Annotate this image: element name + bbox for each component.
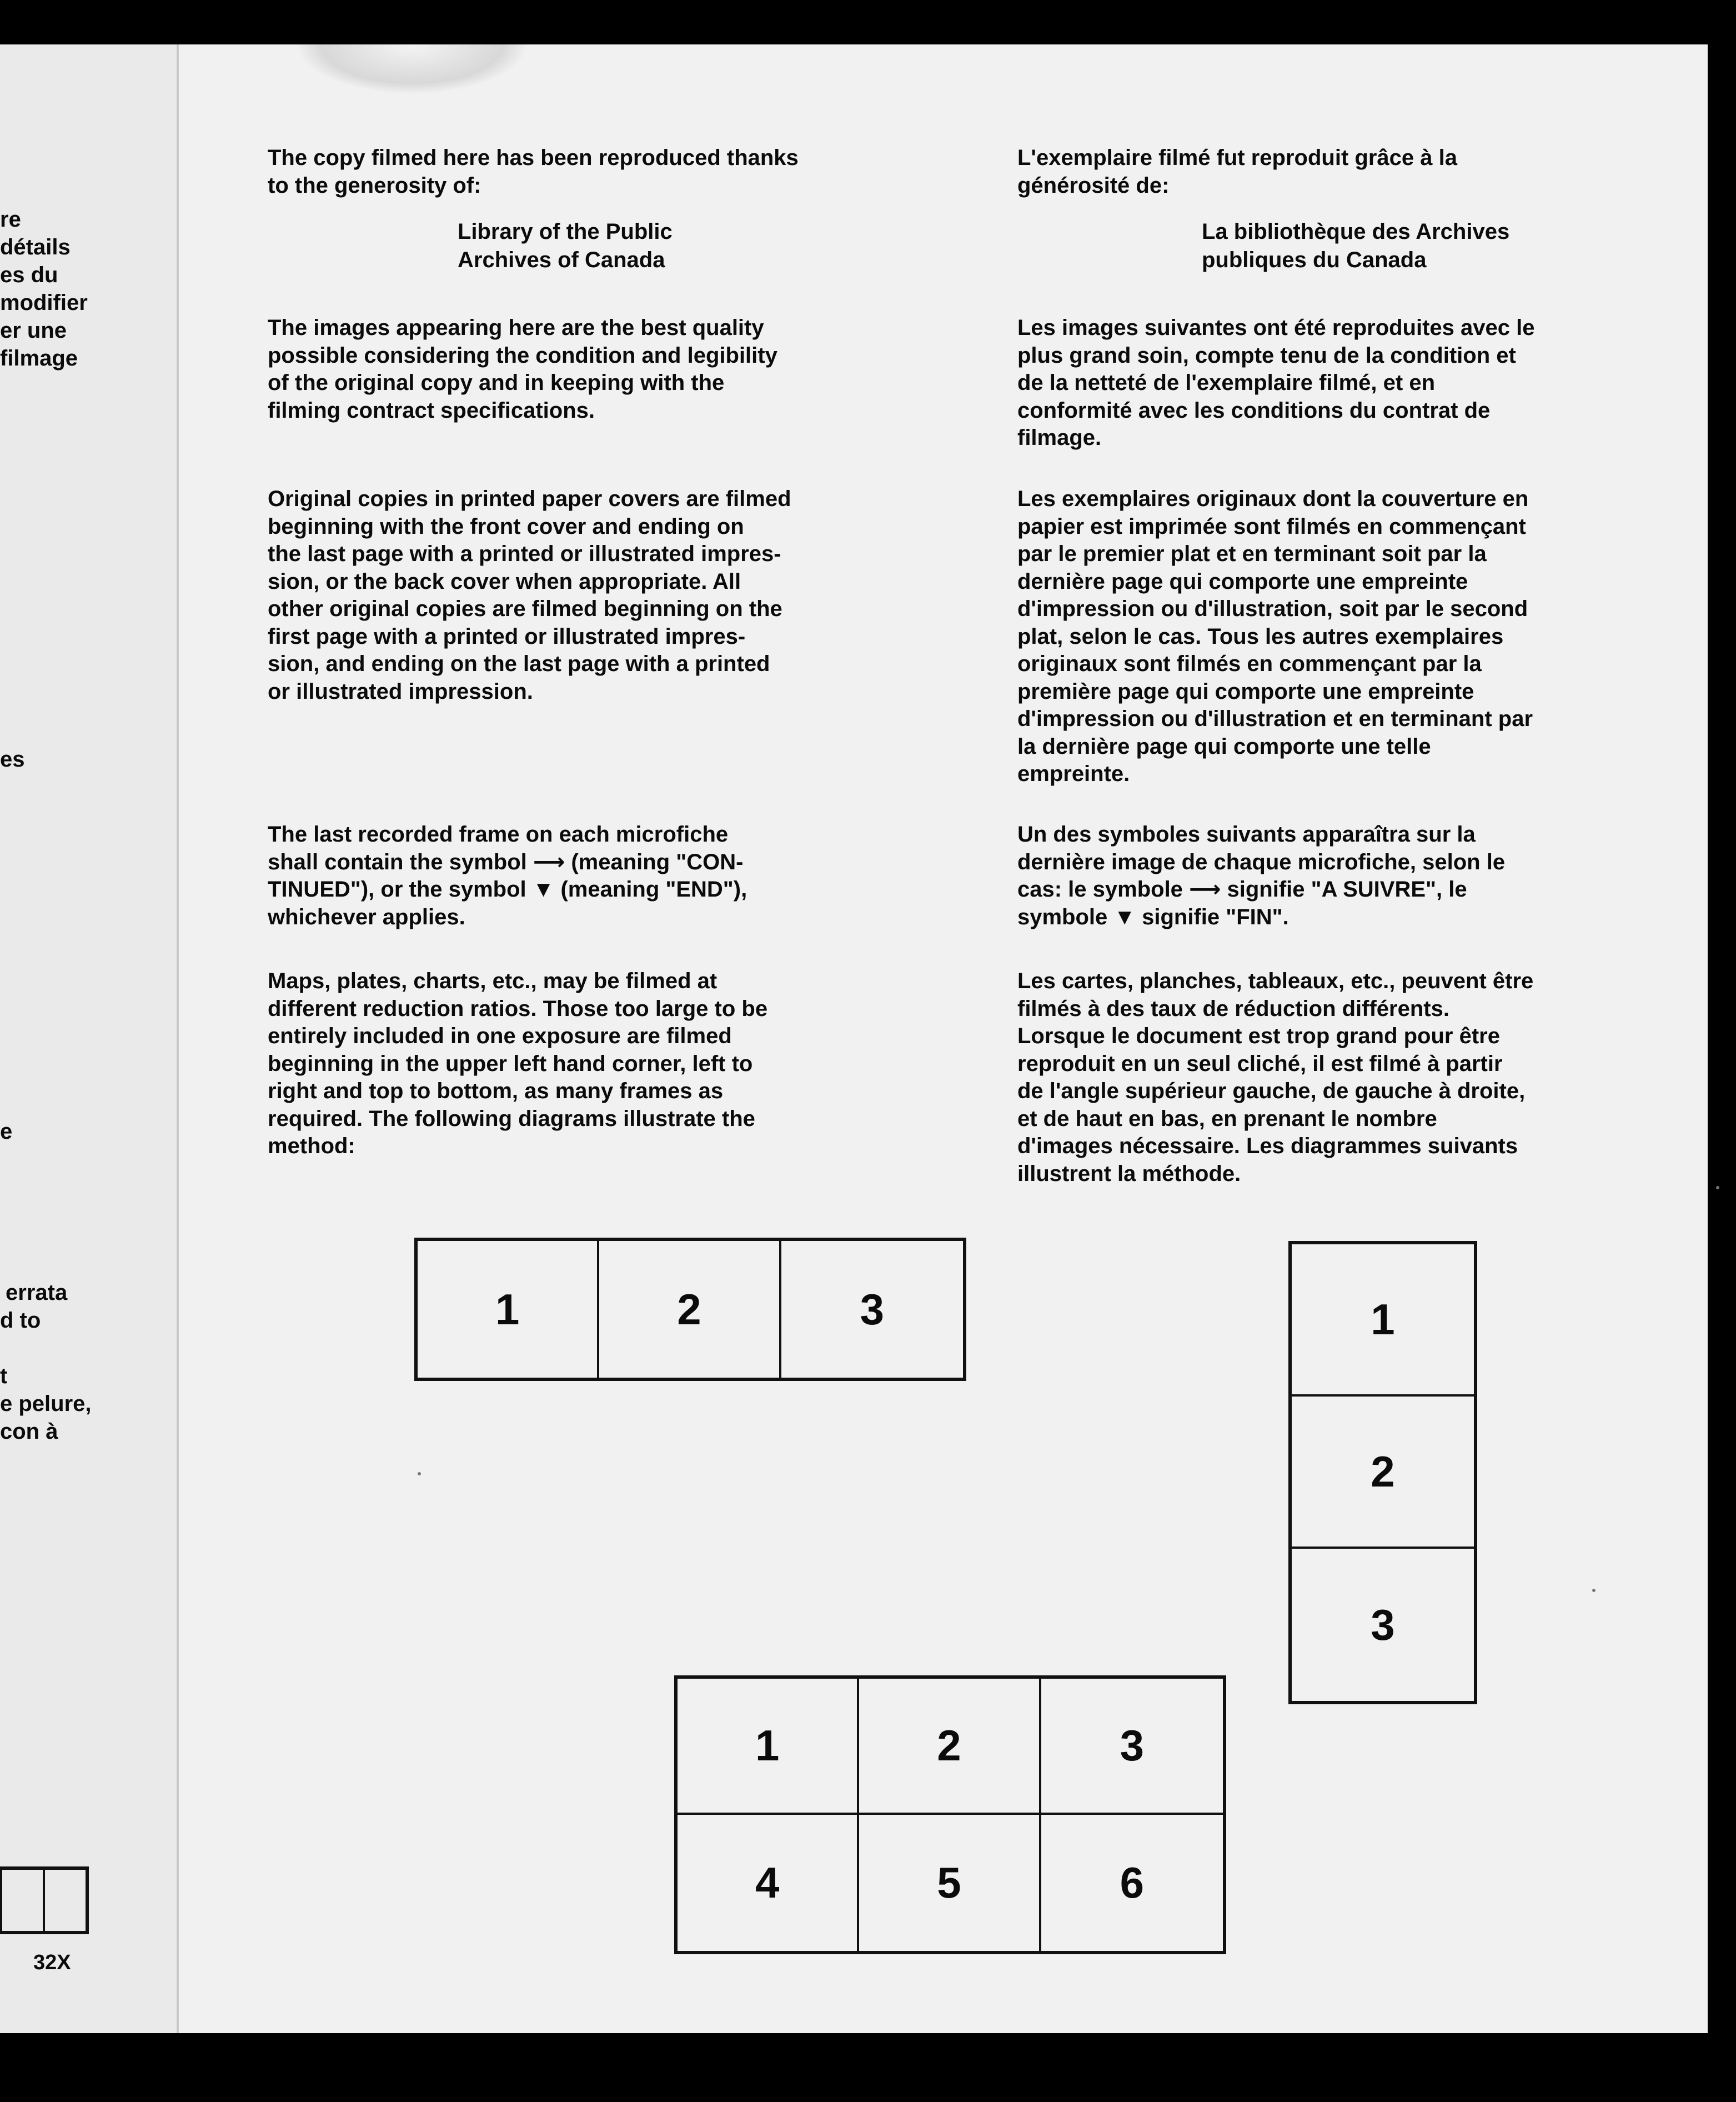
left-fragment-text: er une bbox=[0, 318, 67, 343]
english-maps-paragraph: Maps, plates, charts, etc., may be filmed at different reduction ratios. Those too large to be entirely included in one exposure are filmed beginning in the upper left hand corner, left to right and top to bottom, as many frames as required. The following diagrams illustrate the method: bbox=[268, 969, 768, 1158]
frame-cell: 1 bbox=[418, 1241, 599, 1378]
gauge-cell bbox=[0, 1870, 43, 1931]
resolution-gauge bbox=[0, 1866, 89, 1934]
frame-cell: 1 bbox=[1292, 1244, 1474, 1397]
gauge-cell bbox=[43, 1870, 86, 1931]
microfiche-sheet bbox=[0, 44, 1708, 2033]
frame-cell: 3 bbox=[1041, 1679, 1223, 1815]
frame-cell: 1 bbox=[678, 1679, 859, 1815]
frame-cell: 4 bbox=[678, 1815, 859, 1951]
left-fragment-text: t bbox=[0, 1364, 8, 1388]
french-frame-paragraph: Un des symboles suivants apparaîtra sur la dernière image de chaque microfiche, selon le cas: le symbole ⟶ signifie "A SUIVRE", le symbole ▼ signifie "FIN". bbox=[1017, 822, 1506, 929]
left-fragment-text: modifier bbox=[0, 291, 88, 315]
french-maps-paragraph: Les cartes, planches, tableaux, etc., peuvent être filmés à des taux de réduction différents. Lorsque le document est trop grand pour être reproduit en un seul cliché, il est filmé à partir de l'angle supérieur gauche, de gauche à droite, et de haut en bas, en prenant le nombre d'images nécessaire. Les diagrammes suivants illustrent la méthode. bbox=[1017, 969, 1534, 1186]
frame-cell: 2 bbox=[859, 1679, 1041, 1815]
dust-speck bbox=[1716, 1186, 1719, 1189]
frame-cell: 2 bbox=[599, 1241, 781, 1378]
frame-cell: 3 bbox=[860, 1284, 885, 1334]
left-fragment-text: errata bbox=[6, 1280, 68, 1305]
dust-speck bbox=[1592, 1589, 1595, 1592]
french-intro: L'exemplaire filmé fut reproduit grâce à la générosité de: bbox=[1017, 146, 1457, 198]
frame-cell: 5 bbox=[859, 1815, 1041, 1951]
torn-edge-mark bbox=[295, 44, 529, 94]
french-covers-paragraph: Les exemplaires originaux dont la couverture en papier est imprimée sont filmés en commençant par le premier plat et en terminant soit par la dernière page qui comporte une empreinte d'impression ou d'illustration, soit par le second plat, selon le cas. Tous les autres exemplaires originaux sont filmés en commençant par la première page qui comporte une empreinte d'impression ou d'illustration et en terminant par la dernière page qui comporte une telle empreinte. bbox=[1017, 487, 1533, 786]
diagram-vertical-frames bbox=[1288, 1241, 1477, 1704]
left-fragment-text: filmage bbox=[0, 346, 78, 371]
frame-cell: 3 bbox=[1371, 1600, 1395, 1649]
french-images-paragraph: Les images suivantes ont été reproduites avec le plus grand soin, compte tenu de la condition et de la netteté de l'exemplaire filmé, et en conformité avec les conditions du contrat de filmage. bbox=[1017, 316, 1535, 450]
left-fragment-text: es du bbox=[0, 263, 58, 287]
left-fragment-text: re bbox=[0, 207, 21, 232]
english-images-paragraph: The images appearing here are the best quality possible considering the condition and legibility of the original copy and in keeping with the filming contract specifications. bbox=[268, 316, 777, 423]
left-fragment-text: con à bbox=[0, 1419, 58, 1444]
french-library-name: La bibliothèque des Archives publiques du Canada bbox=[1202, 219, 1510, 272]
frame-cell: 2 bbox=[1292, 1397, 1474, 1549]
frame-cell: 6 bbox=[1120, 1858, 1145, 1907]
left-fragment-text: e pelure, bbox=[0, 1392, 92, 1416]
left-fragment-text: es bbox=[0, 747, 25, 772]
left-fragment-text: détails bbox=[0, 235, 71, 259]
dust-speck bbox=[418, 1472, 421, 1475]
gauge-label: 32X bbox=[33, 1951, 71, 1974]
diagram-horizontal-frames bbox=[414, 1238, 966, 1381]
target-page bbox=[179, 44, 1708, 2033]
left-fragment-text: d to bbox=[0, 1308, 41, 1333]
left-fragment-text: e bbox=[0, 1119, 13, 1144]
diagram-six-frame-grid bbox=[674, 1675, 1226, 1954]
english-frame-paragraph: The last recorded frame on each microfiche shall contain the symbol ⟶ (meaning "CON- TINUED"), or the symbol ▼ (meaning "END"), whichever applies. bbox=[268, 822, 747, 929]
english-intro: The copy filmed here has been reproduced thanks to the generosity of: bbox=[268, 146, 799, 198]
left-page-fragment bbox=[0, 44, 179, 2033]
english-covers-paragraph: Original copies in printed paper covers are filmed beginning with the front cover and ending on the last page with a printed or illustrated impres- sion, or the back cover when appropriate. All other original copies are filmed beginning on the first page with a printed or illustrated impres- sion, and ending on the last page with a printed or illustrated impression. bbox=[268, 487, 791, 704]
english-library-name: Library of the Public Archives of Canada bbox=[458, 219, 673, 272]
